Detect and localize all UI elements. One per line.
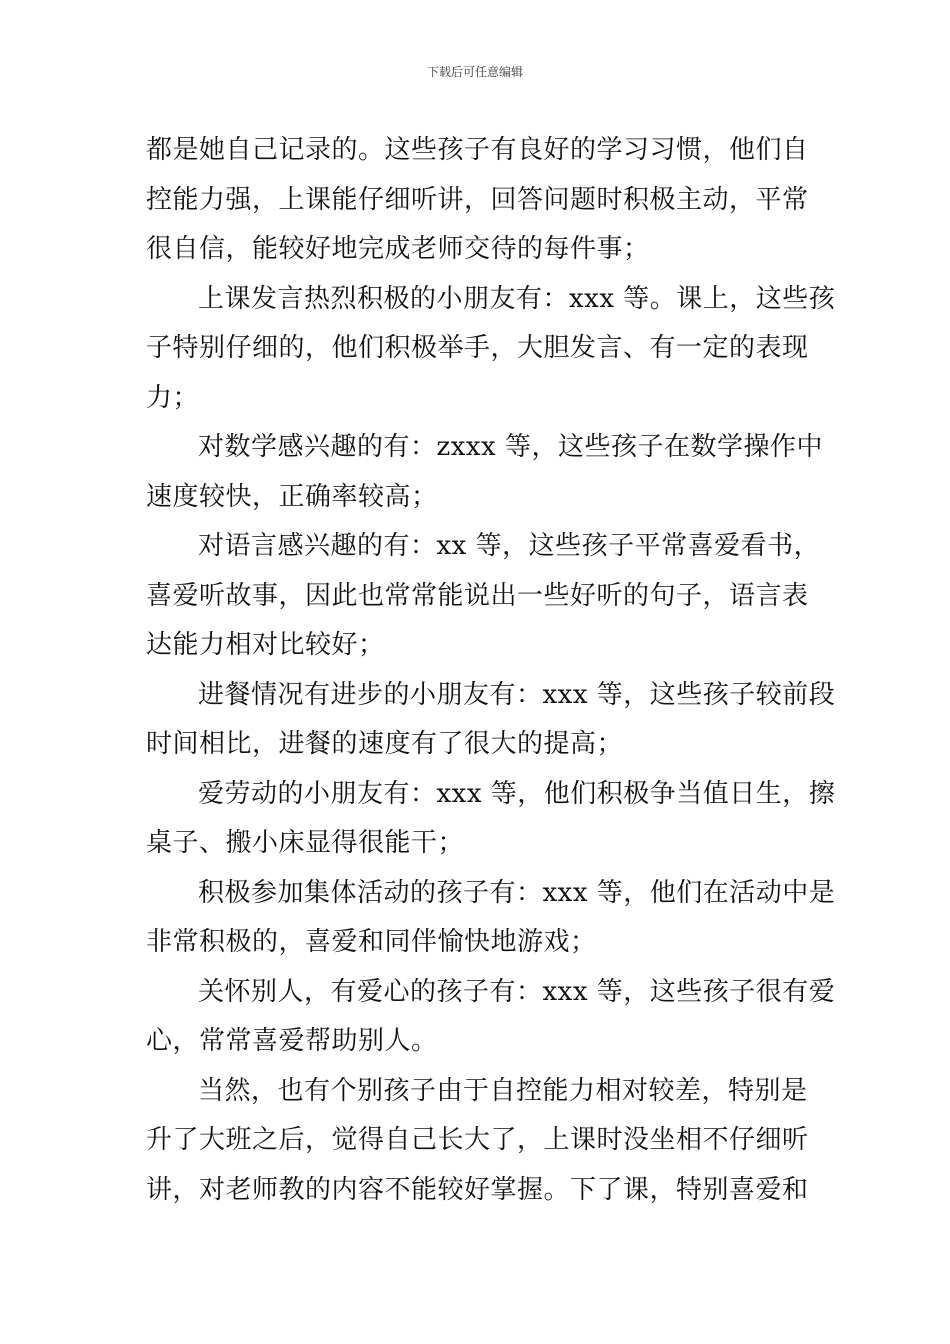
text-line: 速度较快，正确率较高； — [146, 481, 438, 512]
paragraph-start-line: 对数学感兴趣的有：zxxx 等，这些孩子在数学操作中 — [198, 432, 823, 462]
paragraph-start-line: 对语言感兴趣的有：xx 等，这些孩子平常喜爱看书， — [198, 531, 821, 561]
text-line: 子特别仔细的，他们积极举手，大胆发言、有一定的表现 — [146, 333, 809, 363]
text-line: 控能力强，上课能仔细听讲，回答问题时积极主动，平常 — [146, 184, 809, 215]
text-line: 心，常常喜爱帮助别人。 — [146, 1026, 438, 1056]
text-line: 力； — [146, 382, 200, 413]
text-line: 达能力相对比较好； — [146, 630, 385, 660]
paragraph-start-line: 关怀别人，有爱心的孩子有：xxx 等，这些孩子很有爱 — [198, 976, 836, 1007]
text-line: 都是她自己记录的。这些孩子有良好的学习习惯，他们自 — [146, 135, 809, 165]
paragraph-start-line: 爱劳动的小朋友有：xxx 等，他们积极争当值日生，擦 — [198, 778, 836, 809]
text-line: 喜爱听故事，因此也常常能说出一些好听的句子，语言表 — [146, 580, 809, 611]
document-body — [146, 126, 836, 1215]
paragraph-start-line: 当然，也有个别孩子由于自控能力相对较差，特别是 — [198, 1075, 808, 1106]
text-line: 时间相比，进餐的速度有了很大的提高； — [146, 729, 624, 759]
text-line: 很自信，能较好地完成老师交待的每件事； — [146, 234, 650, 264]
page-header: 下载后可任意编辑 — [426, 65, 523, 79]
text-line: 讲，对老师教的内容不能较好掌握。下了课，特别喜爱和 — [146, 1174, 809, 1205]
paragraph-start-line: 上课发言热烈积极的小朋友有：xxx 等。课上，这些孩 — [198, 283, 836, 314]
text-line: 升了大班之后，觉得自己长大了，上课时没坐相不仔细听 — [146, 1125, 809, 1155]
paragraph-start-line: 积极参加集体活动的孩子有：xxx 等，他们在活动中是 — [198, 877, 836, 908]
paragraph-start-line: 进餐情况有进步的小朋友有：xxx 等，这些孩子较前段 — [198, 679, 836, 710]
text-line: 非常积极的，喜爱和同伴愉快地游戏； — [146, 927, 597, 957]
text-line: 桌子、搬小床显得很能干； — [146, 828, 465, 858]
